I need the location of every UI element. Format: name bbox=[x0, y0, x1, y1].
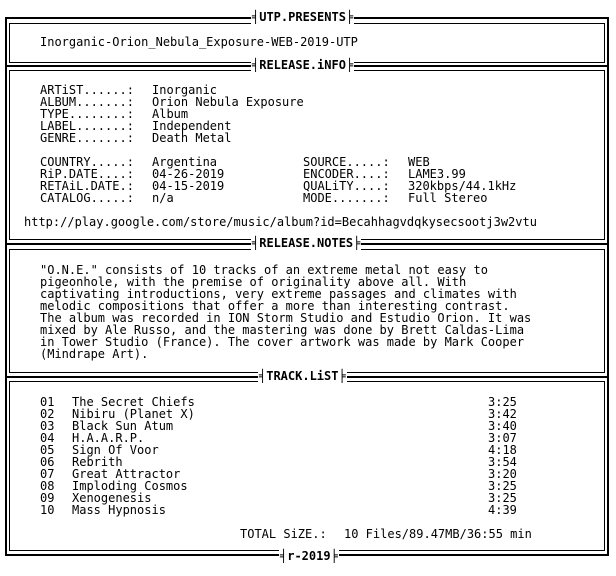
track-time: 3:25 bbox=[488, 395, 517, 409]
country-value: Argentina bbox=[152, 155, 218, 169]
genre-key: GENRE.......: bbox=[40, 131, 134, 145]
release-name: Inorganic-Orion_Nebula_Exposure-WEB-2019-UTP bbox=[40, 35, 358, 49]
total-size-value: 10 Files/89.47MB/36:55 min bbox=[344, 527, 532, 541]
quality-value: 320kbps/44.1kHz bbox=[408, 179, 517, 193]
ripdate-key: RiP.DATE....: bbox=[40, 167, 134, 181]
label-value: Independent bbox=[152, 119, 232, 133]
total-size-key: TOTAL SiZE.: bbox=[240, 527, 327, 541]
notes-line: "O.N.E." consists of 10 tracks of an extreme metal not easy to bbox=[40, 263, 488, 277]
track-title: H.A.A.R.P. bbox=[72, 431, 145, 445]
track-number: 06 bbox=[40, 455, 55, 469]
track-number: 02 bbox=[40, 407, 55, 421]
track-number: 08 bbox=[40, 479, 55, 493]
type-key: TYPE........: bbox=[40, 107, 134, 121]
track-time: 3:40 bbox=[488, 419, 517, 433]
tracklist-label: ╡ TRACK.LiST ╞ bbox=[258, 369, 347, 383]
source-value: WEB bbox=[408, 155, 430, 169]
track-title: Black Sun Atum bbox=[72, 419, 174, 433]
artist-value: Inorganic bbox=[152, 83, 218, 97]
label-key: LABEL.......: bbox=[40, 119, 134, 133]
quality-key: QUALiTY....: bbox=[303, 179, 390, 193]
genre-value: Death Metal bbox=[152, 131, 232, 145]
footer-label: ╡ r-2019 ╞ bbox=[279, 549, 339, 563]
artist-key: ARTiST......: bbox=[40, 83, 134, 97]
track-time: 3:54 bbox=[488, 455, 517, 469]
track-time: 3:25 bbox=[488, 491, 517, 505]
track-number: 03 bbox=[40, 419, 55, 433]
catalog-value: n/a bbox=[152, 191, 174, 205]
mode-key: MODE.......: bbox=[303, 191, 390, 205]
track-title: Mass Hypnosis bbox=[72, 503, 166, 517]
track-title: Imploding Cosmos bbox=[72, 479, 188, 493]
notes-line: in Tower Studio (France). The cover artwork was made by Mark Cooper bbox=[40, 335, 525, 349]
track-time: 3:25 bbox=[488, 479, 517, 493]
catalog-key: CATALOG.....: bbox=[40, 191, 134, 205]
ripdate-value: 04-26-2019 bbox=[152, 167, 225, 181]
country-key: COUNTRY.....: bbox=[40, 155, 134, 169]
track-title: Great Attractor bbox=[72, 467, 181, 481]
album-value: Orion Nebula Exposure bbox=[152, 95, 304, 109]
mode-value: Full Stereo bbox=[408, 191, 488, 205]
notes-line: melodic compositions that offer a more than interesting contrast. bbox=[40, 299, 510, 313]
notes-line: The album was recorded in ION Storm Studio and Estudio Orion. It was bbox=[40, 311, 532, 325]
header-label: ╡ UTP.PRESENTS ╞ bbox=[251, 10, 354, 24]
track-title: Sign Of Voor bbox=[72, 443, 159, 457]
track-time: 3:42 bbox=[488, 407, 517, 421]
track-number: 10 bbox=[40, 503, 55, 517]
store-url: http://play.google.com/store/music/album?id=Becahhagvdqkysecsootj3w2vtu bbox=[24, 215, 537, 229]
track-title: Rebrith bbox=[72, 455, 123, 469]
track-time: 3:07 bbox=[488, 431, 517, 445]
notes-line: mixed by Ale Russo, and the mastering was done by Brett Caldas-Lima bbox=[40, 323, 525, 337]
track-number: 09 bbox=[40, 491, 55, 505]
notes-line: captivating introductions, very extreme passages and climates with bbox=[40, 287, 517, 301]
track-number: 07 bbox=[40, 467, 55, 481]
info-label: ╡ RELEASE.iNFO ╞ bbox=[251, 58, 354, 72]
track-title: The Secret Chiefs bbox=[72, 395, 195, 409]
encoder-value: LAME3.99 bbox=[408, 167, 466, 181]
album-key: ALBUM.......: bbox=[40, 95, 134, 109]
track-number: 01 bbox=[40, 395, 55, 409]
notes-line: (Mindrape Art). bbox=[40, 347, 149, 361]
track-time: 4:18 bbox=[488, 443, 517, 457]
track-number: 04 bbox=[40, 431, 55, 445]
track-time: 3:20 bbox=[488, 467, 517, 481]
retaildate-value: 04-15-2019 bbox=[152, 179, 225, 193]
track-title: Xenogenesis bbox=[72, 491, 152, 505]
notes-line: pigeonhole, with the premise of originality above all. With bbox=[40, 275, 467, 289]
notes-label: ╡ RELEASE.NOTES ╞ bbox=[251, 236, 361, 250]
retaildate-key: RETAiL.DATE.: bbox=[40, 179, 134, 193]
encoder-key: ENCODER....: bbox=[303, 167, 390, 181]
source-key: SOURCE.....: bbox=[303, 155, 390, 169]
type-value: Album bbox=[152, 107, 189, 121]
track-title: Nibiru (Planet X) bbox=[72, 407, 195, 421]
track-time: 4:39 bbox=[488, 503, 517, 517]
track-number: 05 bbox=[40, 443, 55, 457]
